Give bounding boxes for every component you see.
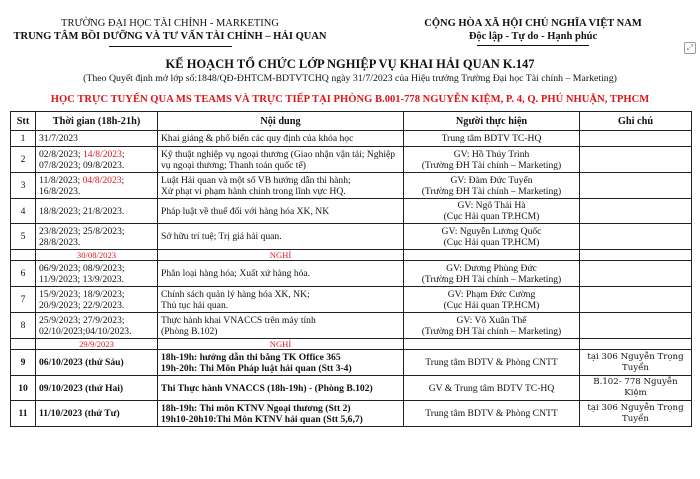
row-stt: 1 bbox=[11, 131, 36, 147]
row-time: 31/7/2023 bbox=[36, 131, 158, 147]
row-time: 23/8/2023; 25/8/2023; 28/8/2023. bbox=[36, 224, 158, 250]
row-content: Luật Hải quan và một số VB hướng dẫn thi hành; Xử phạt vi phạm hành chính trong lĩnh vực HQ. bbox=[158, 173, 404, 199]
row-time: 02/8/2023; 14/8/2023; 07/8/2023; 09/8/2023. bbox=[36, 147, 158, 173]
row-time: 09/10/2023 (thứ Hai) bbox=[36, 376, 158, 401]
table-row bbox=[11, 173, 692, 199]
row-time: 15/9/2023; 18/9/2023; 20/9/2023; 22/9/2023. bbox=[36, 287, 158, 313]
nation-motto: Độc lập - Tự do - Hạnh phúc bbox=[468, 31, 598, 42]
row-time: 18/8/2023; 21/8/2023. bbox=[36, 199, 158, 224]
col-stt: Stt bbox=[11, 112, 36, 131]
row-content: Pháp luật về thuế đối với hàng hóa XK, NK bbox=[158, 199, 404, 224]
row-content: Chính sách quản lý hàng hóa XK, NK; Thủ tục hải quan. bbox=[158, 287, 404, 313]
table-row bbox=[11, 287, 692, 313]
row-stt: 5 bbox=[11, 224, 36, 250]
row-time: 06/10/2023 (thứ Sáu) bbox=[36, 350, 158, 376]
university-name: TRƯỜNG ĐẠI HỌC TÀI CHÍNH - MARKETING bbox=[61, 18, 279, 29]
row-person: GV: Võ Xuân Thế (Trường ĐH Tài chính – Marketing) bbox=[404, 313, 580, 339]
break-person bbox=[404, 339, 580, 350]
row-note bbox=[580, 313, 692, 339]
row-content: Khai giảng & phổ biến các quy định của khóa học bbox=[158, 131, 404, 147]
table-row bbox=[11, 401, 692, 427]
nation-name: CỘNG HÒA XÃ HỘI CHỦ NGHĨA VIỆT NAM bbox=[424, 18, 642, 29]
schedule-table bbox=[10, 111, 692, 427]
break-date: 29/9/2023 bbox=[36, 339, 158, 350]
row-stt: 8 bbox=[11, 313, 36, 339]
study-mode-banner: HỌC TRỰC TUYẾN QUA MS TEAMS VÀ TRỰC TIẾP TẠI PHÒNG B.001-778 NGUYỄN KIỆM, P. 4, Q. PHÚ NHUẬN, TPHCM bbox=[50, 94, 650, 105]
col-time: Thời gian (18h-21h) bbox=[36, 112, 158, 131]
row-content: Thực hành khai VNACCS trên máy tính (Phòng B.102) bbox=[158, 313, 404, 339]
col-content: Nội dung bbox=[158, 112, 404, 131]
row-person: Trung tâm BDTV & Phòng CNTT bbox=[404, 401, 580, 427]
row-person: GV: Ngô Thái Hà (Cục Hải quan TP.HCM) bbox=[404, 199, 580, 224]
row-person: GV: Phạm Đức Cường (Cục Hải quan TP.HCM) bbox=[404, 287, 580, 313]
break-row bbox=[11, 250, 692, 261]
organization-header bbox=[0, 17, 340, 43]
table-header-row bbox=[11, 112, 692, 131]
row-note bbox=[580, 287, 692, 313]
break-stt bbox=[11, 339, 36, 350]
break-stt bbox=[11, 250, 36, 261]
row-time: 06/9/2023; 08/9/2023; 11/9/2023; 13/9/2023. bbox=[36, 261, 158, 287]
row-person: GV: Dương Phùng Đức (Trường ĐH Tài chính – Marketing) bbox=[404, 261, 580, 287]
break-label: NGHỈ bbox=[158, 339, 404, 350]
table-row bbox=[11, 350, 692, 376]
row-stt: 9 bbox=[11, 350, 36, 376]
row-content: Phân loại hàng hóa; Xuất xứ hàng hóa. bbox=[158, 261, 404, 287]
row-person: Trung tâm BDTV & Phòng CNTT bbox=[404, 350, 580, 376]
document-title: KẾ HOẠCH TỔ CHỨC LỚP NGHIỆP VỤ KHAI HẢI QUAN K.147 bbox=[165, 57, 535, 71]
row-note bbox=[580, 224, 692, 250]
break-note bbox=[580, 250, 692, 261]
row-note bbox=[580, 147, 692, 173]
row-note: tại 306 Nguyễn Trọng Tuyển bbox=[580, 350, 692, 376]
row-stt: 11 bbox=[11, 401, 36, 427]
break-row bbox=[11, 339, 692, 350]
break-label: NGHỈ bbox=[158, 250, 404, 261]
table-row bbox=[11, 131, 692, 147]
table-row bbox=[11, 261, 692, 287]
row-stt: 7 bbox=[11, 287, 36, 313]
row-content: Kỹ thuật nghiệp vụ ngoại thương (Giao nhận vận tải; Nghiệp vụ ngoại thương; Thanh toán quốc tế) bbox=[158, 147, 404, 173]
row-time: 11/10/2023 (thứ Tư) bbox=[36, 401, 158, 427]
row-content: Sở hữu trí tuệ; Trị giá hải quan. bbox=[158, 224, 404, 250]
row-person: GV: Đàm Đức Tuyến (Trường ĐH Tài chính – Marketing) bbox=[404, 173, 580, 199]
row-person: Trung tâm BDTV TC-HQ bbox=[404, 131, 580, 147]
row-note bbox=[580, 131, 692, 147]
row-note bbox=[580, 173, 692, 199]
national-header bbox=[388, 17, 678, 43]
break-note bbox=[580, 339, 692, 350]
row-note: B.102- 778 Nguyễn Kiệm bbox=[580, 376, 692, 401]
col-person: Người thực hiện bbox=[404, 112, 580, 131]
break-date: 30/08/2023 bbox=[36, 250, 158, 261]
row-person: GV & Trung tâm BDTV TC-HQ bbox=[404, 376, 580, 401]
table-row bbox=[11, 376, 692, 401]
row-person: GV: Nguyễn Lương Quốc (Cục Hải quan TP.HCM) bbox=[404, 224, 580, 250]
row-note: tại 306 Nguyễn Trọng Tuyển bbox=[580, 401, 692, 427]
row-time: 11/8/2023; 04/8/2023; 16/8/2023. bbox=[36, 173, 158, 199]
row-stt: 2 bbox=[11, 147, 36, 173]
row-person: GV: Hồ Thúy Trình (Trường ĐH Tài chính – Marketing) bbox=[404, 147, 580, 173]
row-stt: 6 bbox=[11, 261, 36, 287]
center-name: TRUNG TÂM BỒI DƯỠNG VÀ TƯ VẤN TÀI CHÍNH – HẢI QUAN bbox=[13, 31, 327, 42]
row-note bbox=[580, 261, 692, 287]
table-body bbox=[11, 131, 692, 427]
row-stt: 3 bbox=[11, 173, 36, 199]
break-person bbox=[404, 250, 580, 261]
row-content: 18h-19h: hướng dẫn thi bằng TK Office 365 19h-20h: Thi Môn Pháp luật hải quan (Stt 3-4) bbox=[158, 350, 404, 376]
row-content: Thi Thực hành VNACCS (18h-19h) - (Phòng B.102) bbox=[158, 376, 404, 401]
table-row bbox=[11, 224, 692, 250]
table-row bbox=[11, 147, 692, 173]
table-row bbox=[11, 199, 692, 224]
document-subtitle: (Theo Quyết định mở lớp số:1848/QĐ-ĐHTCM-BDTVTCHQ ngày 31/7/2023 của Hiệu trưởng Trường Đại học Tài chính – Marketing) bbox=[83, 73, 617, 84]
row-content: 18h-19h: Thi môn KTNV Ngoại thương (Stt 2) 19h10-20h10:Thi Môn KTNV hải quan (Stt 5,6,7) bbox=[158, 401, 404, 427]
table-row bbox=[11, 313, 692, 339]
row-stt: 4 bbox=[11, 199, 36, 224]
row-time: 25/9/2023; 27/9/2023; 02/10/2023;04/10/2023. bbox=[36, 313, 158, 339]
row-stt: 10 bbox=[11, 376, 36, 401]
col-note: Ghi chú bbox=[580, 112, 692, 131]
row-note bbox=[580, 199, 692, 224]
expand-icon[interactable]: ⤢ bbox=[684, 42, 696, 54]
